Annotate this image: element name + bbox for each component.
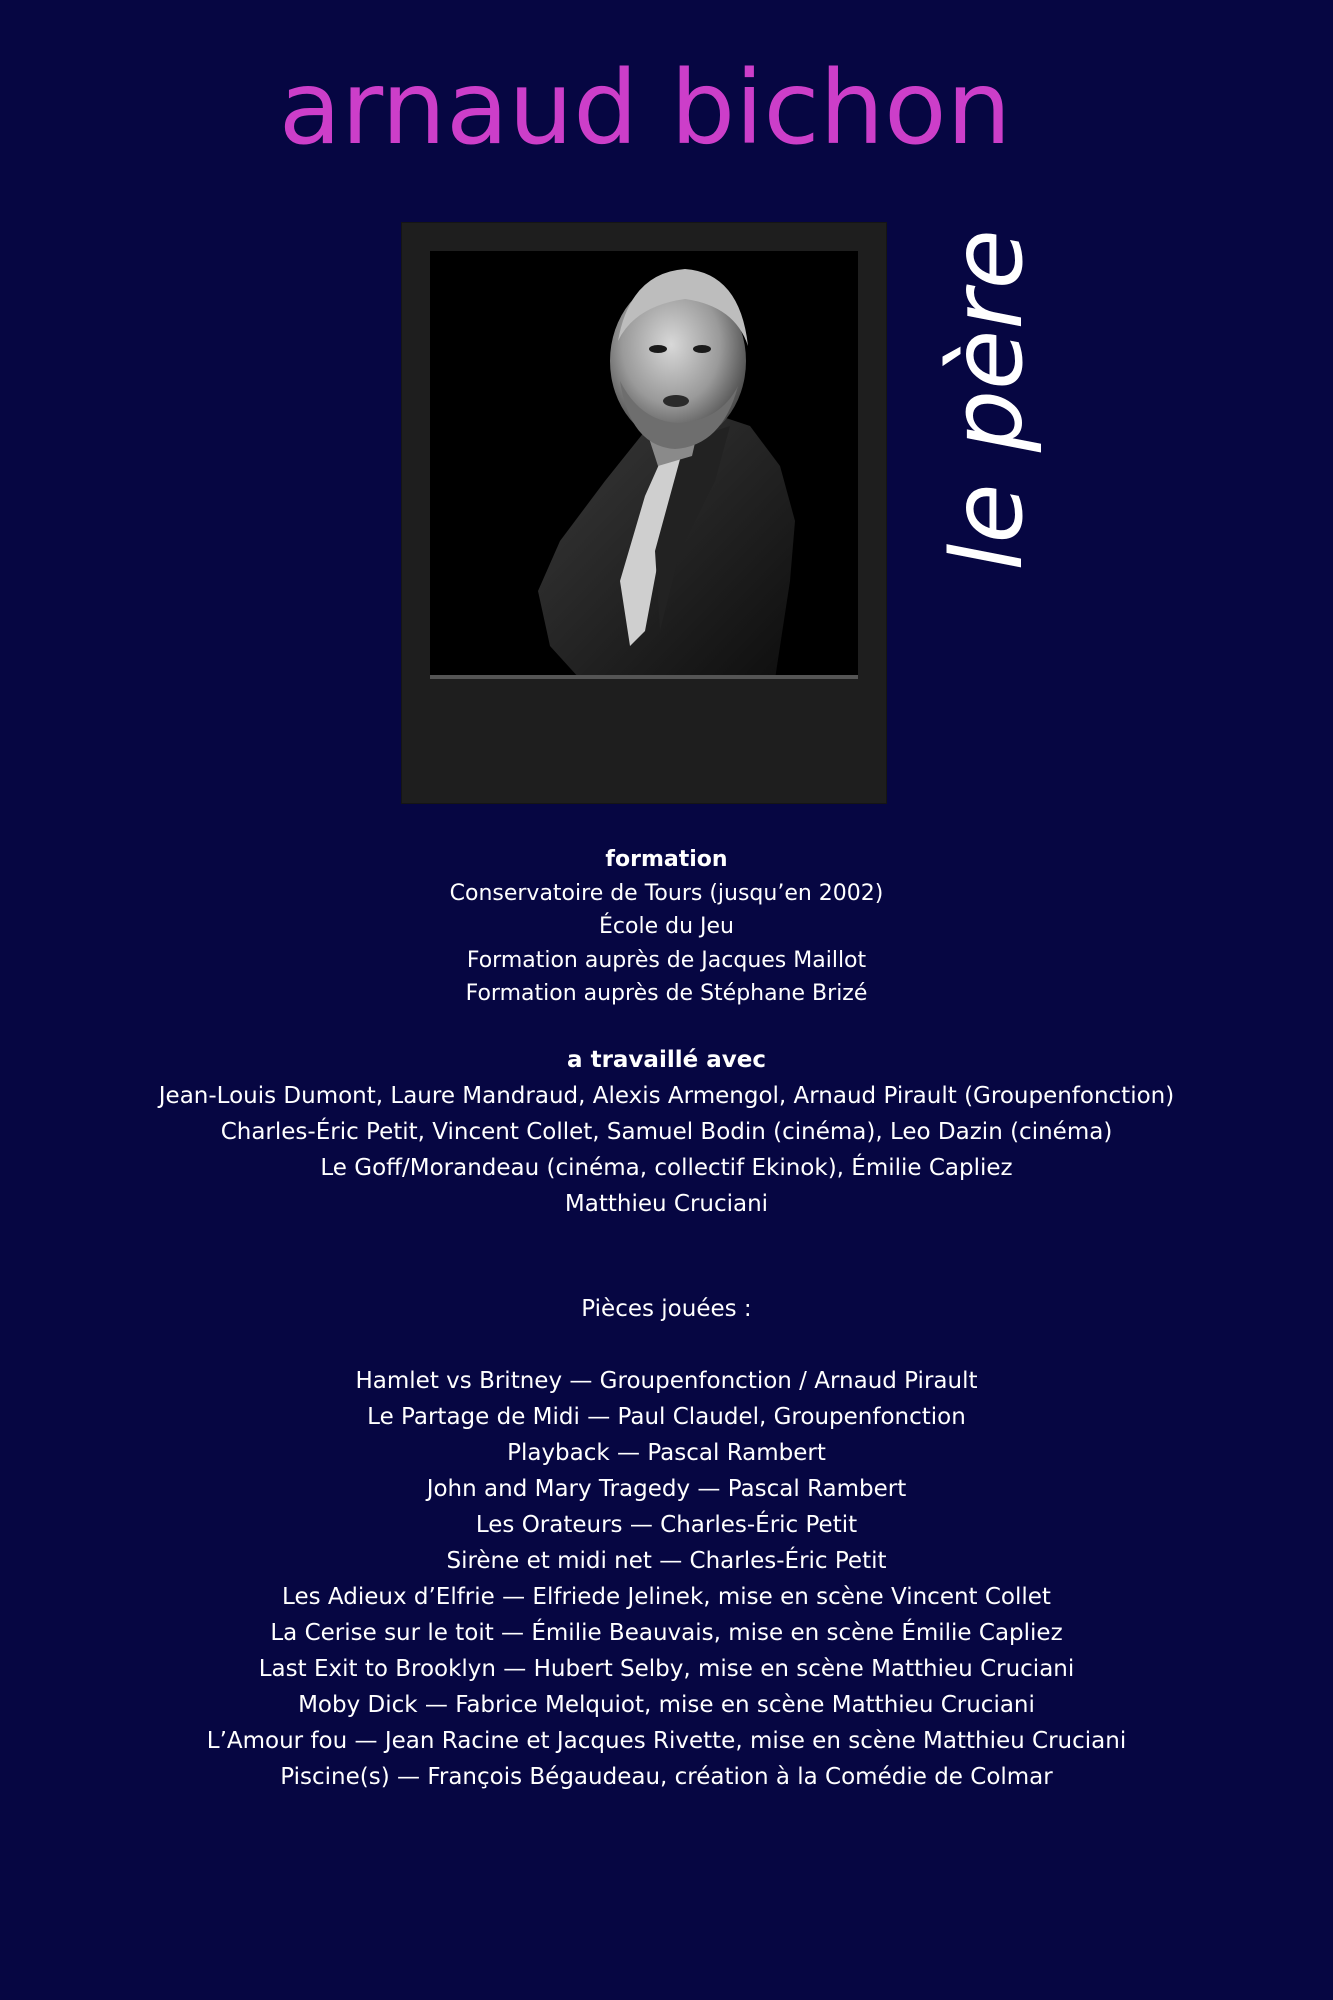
formation-section [0,843,1333,1011]
play-item: L’Amour fou — Jean Racine et Jacques Rivette, mise en scène Matthieu Cruciani [206,1728,1127,1754]
play-item: Sirène et midi net — Charles-Éric Petit [446,1548,887,1574]
actor-photo [430,251,858,679]
spacer [0,1327,1333,1363]
formation-item: Conservatoire de Tours (jusqu’en 2002) [449,880,884,906]
play-item: Les Orateurs — Charles-Éric Petit [475,1512,858,1538]
worked-with-line: Le Goff/Morandeau (cinéma, collectif Ekinok), Émilie Capliez [320,1155,1013,1181]
formation-item: Formation auprès de Jacques Maillot [466,947,867,973]
worked-with-line: Jean-Louis Dumont, Laure Mandraud, Alexis Armengol, Arnaud Pirault (Groupenfonction) [158,1083,1175,1109]
worked-with-section [0,1042,1333,1222]
formation-item: École du Jeu [599,914,734,939]
play-item: Piscine(s) — François Bégaudeau, création à la Comédie de Colmar [280,1764,1053,1790]
play-item: La Cerise sur le toit — Émilie Beauvais, mise en scène Émilie Capliez [270,1620,1063,1646]
play-item: John and Mary Tragedy — Pascal Rambert [426,1476,907,1502]
play-item: Hamlet vs Britney — Groupenfonction / Arnaud Pirault [355,1368,978,1394]
play-item: Les Adieux d’Elfrie — Elfriede Jelinek, mise en scène Vincent Collet [282,1584,1051,1610]
worked-with-line: Matthieu Cruciani [564,1191,769,1217]
plays-section [0,1291,1333,1795]
play-item: Last Exit to Brooklyn — Hubert Selby, mise en scène Matthieu Cruciani [258,1656,1075,1682]
play-item: Le Partage de Midi — Paul Claudel, Groupenfonction [367,1404,966,1430]
worked-with-heading: a travaillé avec [567,1047,766,1073]
formation-heading: formation [605,847,728,872]
plays-heading: Pièces jouées : [581,1296,752,1322]
actor-name: arnaud bichon [278,49,1012,168]
role-title: le père [931,229,1045,571]
play-item: Playback — Pascal Rambert [507,1440,826,1466]
photo-frame [402,223,886,803]
worked-with-line: Charles-Éric Petit, Vincent Collet, Samuel Bodin (cinéma), Leo Dazin (cinéma) [220,1119,1113,1145]
play-item: Moby Dick — Fabrice Melquiot, mise en scène Matthieu Cruciani [298,1692,1035,1718]
formation-item: Formation auprès de Stéphane Brizé [465,981,868,1006]
